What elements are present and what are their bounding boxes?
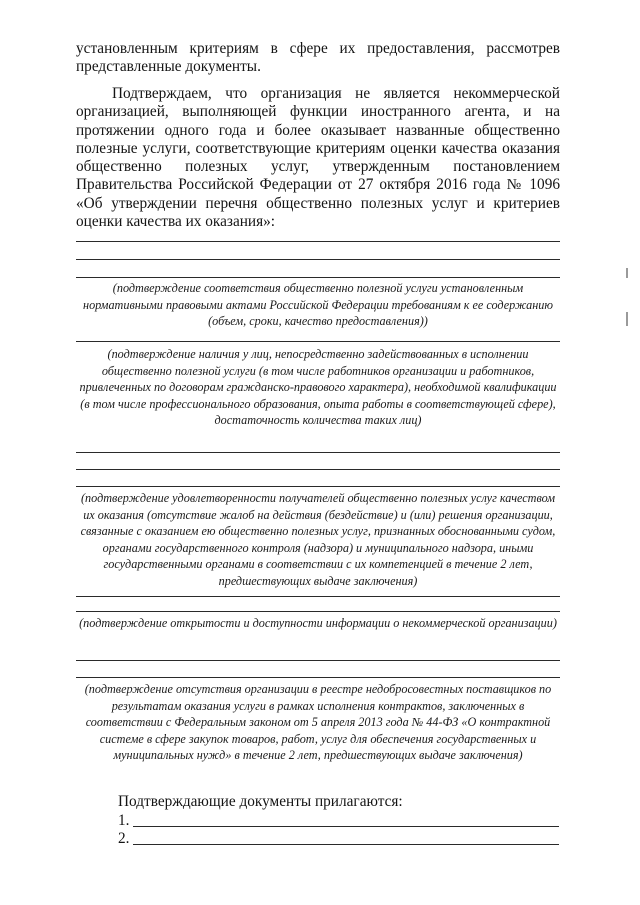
fill-line[interactable] xyxy=(76,259,560,260)
attachment-number-2: 2. xyxy=(118,830,130,847)
fill-line[interactable] xyxy=(76,486,560,487)
fill-line[interactable] xyxy=(76,452,560,453)
fill-line[interactable] xyxy=(76,611,560,612)
fill-line[interactable] xyxy=(76,241,560,242)
fill-line[interactable] xyxy=(76,341,560,342)
scan-mark xyxy=(626,312,628,326)
confirmation-paragraph: Подтверждаем, что организация не является некоммерческой организацией, выполняющей функции иностранного агента, и на протяжении одного года и более оказывает названные общественно полезные услуги, соответствующие критериям оценки качества оказания общественно полезных услуг, утвержденным постановлением Правительства Российской Федерации от 27 октября 2016 года № 1096 «Об утверждении перечня общественно полезных услуг и критериев оценки качества их оказания»: xyxy=(76,85,560,231)
fill-line[interactable] xyxy=(76,596,560,597)
scan-mark xyxy=(626,268,628,278)
attachment-number-1: 1. xyxy=(118,812,130,829)
attachment-line-2[interactable] xyxy=(133,844,559,845)
fill-line[interactable] xyxy=(76,660,560,661)
fill-line[interactable] xyxy=(76,677,560,678)
caption-recipient-satisfaction: (подтверждение удовлетворенности получателей общественно полезных услуг качеством их оказания (отсутствие жалоб на действия (бездействие) и (или) решения организации, связанные с оказанием ею общественно полезных услуг, признанных обоснованными судом, органами государственного контроля (надзора) и муниципального надзора, иными государственными органами в соответствии с их компетенцией в течение 2 лет, предшествующих выдаче заключения) xyxy=(80,491,556,588)
caption-information-openness: (подтверждение открытости и доступности информации о некоммерческой организации) xyxy=(79,616,557,630)
attachment-line-1[interactable] xyxy=(133,826,559,827)
intro-paragraph-continuation: установленным критериям в сфере их предоставления, рассмотрев представленные документы. xyxy=(76,40,560,76)
caption-staff-qualification: (подтверждение наличия у лиц, непосредственно задействованных в исполнении общественно полезной услуги (в том числе работников организации и работников, привлеченных по договорам гражданско-правового характера), необходимой квалификации (в том числе профессионального образования, опыта работы в соответствующей сфере), достаточность количества таких лиц) xyxy=(79,347,557,428)
fill-line[interactable] xyxy=(76,277,560,278)
fill-line[interactable] xyxy=(76,469,560,470)
caption-unfair-suppliers-registry: (подтверждение отсутствия организации в реестре недобросовестных поставщиков по результатам оказания услуги в рамках исполнения контрактов, заключенных в соответствии с Федеральным законом от 5 апреля 2013 года № 44-ФЗ «О контрактной системе в сфере закупок товаров, работ, услуг для обеспечения государственных и муниципальных нужд» в течение 2 лет, предшествующих выдаче заключения) xyxy=(84,682,552,763)
caption-service-content: (подтверждение соответствия общественно полезной услуги установленным нормативными правовыми актами Российской Федерации требованиям к ее содержанию (объем, сроки, качество предоставления)) xyxy=(83,281,553,329)
attachments-title: Подтверждающие документы прилагаются: xyxy=(118,793,403,810)
